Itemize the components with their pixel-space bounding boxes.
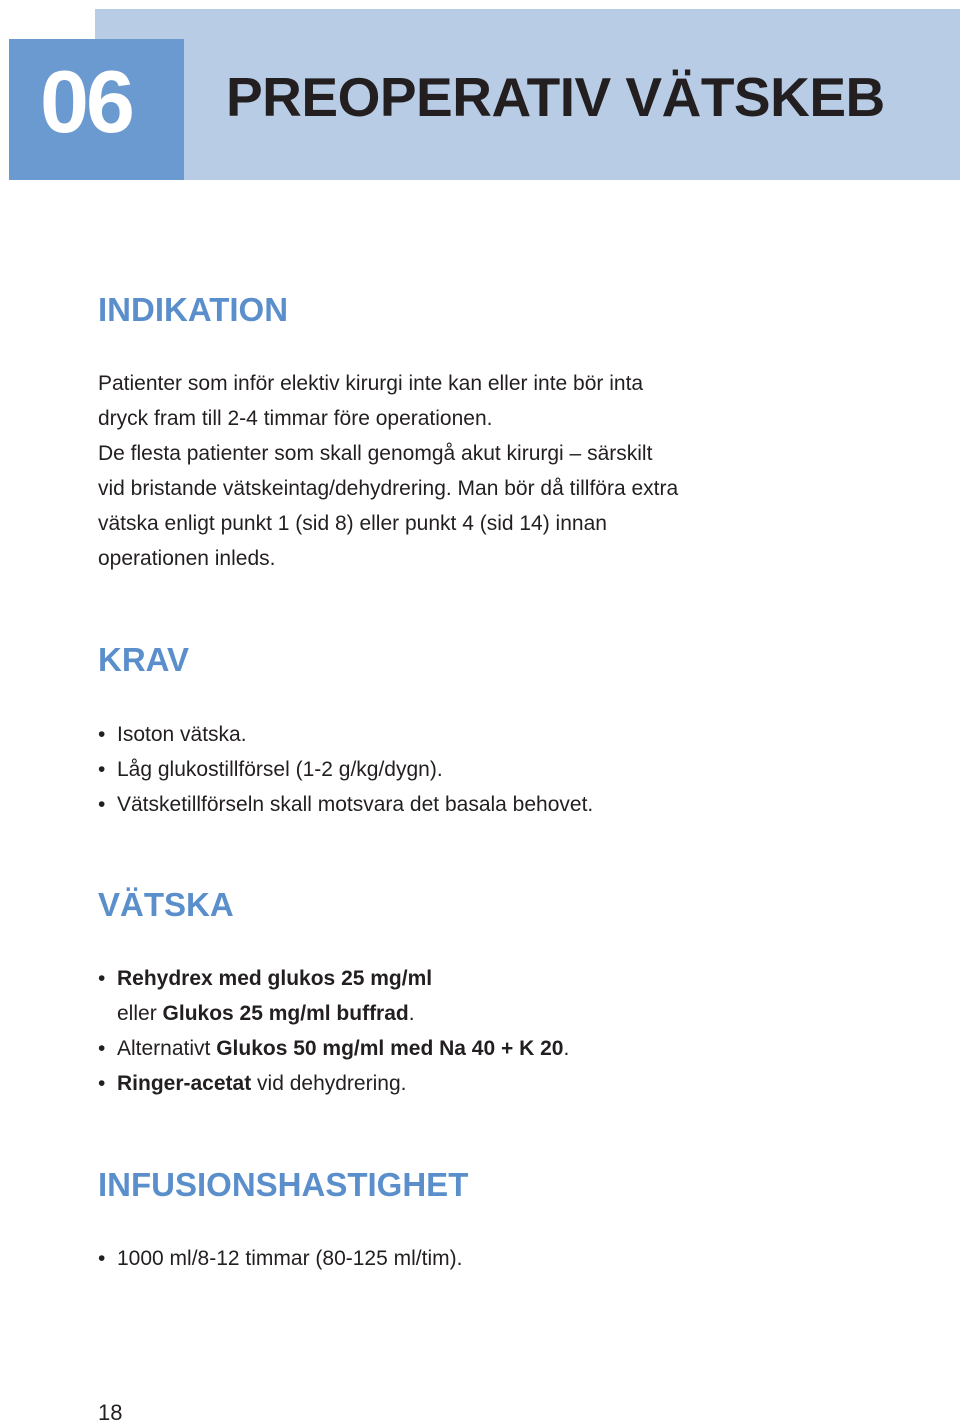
list-item-text: vid dehydrering. <box>251 1072 407 1095</box>
list-item <box>98 787 593 822</box>
list-item-text: 1000 ml/8-12 timmar (80-125 ml/tim). <box>117 1247 463 1270</box>
section-heading-indikation: INDIKATION <box>98 291 289 328</box>
bullet: • <box>98 1247 106 1270</box>
krav-list <box>98 717 593 822</box>
page-number: 18 <box>98 1400 123 1425</box>
list-item <box>98 1241 462 1276</box>
bullet: • <box>98 723 106 746</box>
section-heading-vatska: VÄTSKA <box>98 886 234 923</box>
fluid-name: Glukos 50 mg/ml med Na 40 + K 20 <box>216 1037 564 1060</box>
header-corner-notch <box>9 9 95 39</box>
list-item-text: Isoton vätska. <box>117 723 247 746</box>
fluid-name: Rehydrex med glukos 25 mg/ml <box>117 967 433 990</box>
punctuation: . <box>563 1037 570 1060</box>
list-item-text: Vätsketillförseln skall motsvara det basala behovet. <box>117 793 594 816</box>
fluid-name: Ringer-acetat <box>117 1072 252 1095</box>
infusion-list <box>98 1241 462 1276</box>
chapter-title: PREOPERATIV VÄTSKEB <box>226 66 885 128</box>
paragraph-line: operationen inleds. <box>98 547 276 570</box>
bullet: • <box>98 1037 106 1060</box>
paragraph-line: dryck fram till 2-4 timmar före operationen. <box>98 407 493 430</box>
list-item <box>98 1031 569 1066</box>
chapter-number: 06 <box>40 52 132 151</box>
bullet: • <box>98 1072 106 1095</box>
fluid-name: Glukos 25 mg/ml buffrad <box>162 1002 409 1025</box>
list-item <box>98 717 593 752</box>
section-heading-infusionshastighet: INFUSIONSHASTIGHET <box>98 1166 469 1203</box>
list-item <box>98 752 593 787</box>
paragraph-line: De flesta patienter som skall genomgå akut kirurgi – särskilt <box>98 442 653 465</box>
bullet: • <box>98 793 106 816</box>
list-item <box>98 1066 569 1101</box>
paragraph-line: vid bristande vätskeintag/dehydrering. Man bör då tillföra extra <box>98 477 679 500</box>
section-heading-krav: KRAV <box>98 641 190 678</box>
indikation-paragraph <box>98 366 838 576</box>
connector-text: Alternativt <box>117 1037 217 1060</box>
list-item-text: Låg glukostillförsel (1-2 g/kg/dygn). <box>117 758 443 781</box>
bullet: • <box>98 967 106 990</box>
vatska-list <box>98 961 569 1101</box>
paragraph-line: vätska enligt punkt 1 (sid 8) eller punkt 4 (sid 14) innan <box>98 512 607 535</box>
list-item <box>98 961 569 1031</box>
punctuation: . <box>408 1002 415 1025</box>
list-item-continuation <box>117 996 569 1031</box>
bullet: • <box>98 758 106 781</box>
connector-text: eller <box>117 1002 163 1025</box>
paragraph-line: Patienter som inför elektiv kirurgi inte kan eller inte bör inta <box>98 372 644 395</box>
